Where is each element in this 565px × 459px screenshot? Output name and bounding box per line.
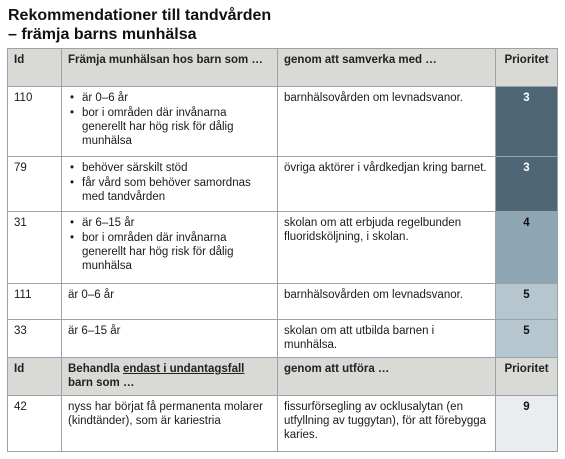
- header-who-suffix: barn som …: [68, 377, 135, 389]
- list-item: • är 0–6 år: [68, 91, 271, 105]
- table-header-row: [8, 358, 558, 396]
- row-who: är 6–15 år: [62, 320, 278, 358]
- row-id: 33: [8, 320, 62, 358]
- title-line-1: Rekommendationer till tandvården: [8, 7, 272, 24]
- row-who: nyss har börjat få permanenta molarer (kindtänder), som är kariestria: [62, 396, 278, 452]
- priority-badge: 5: [496, 320, 558, 358]
- row-id: 42: [8, 396, 62, 452]
- row-id: 31: [8, 212, 62, 284]
- table-row: [8, 157, 558, 212]
- list-item: • bor i områden där invånarna generellt har hög risk för dålig munhälsa: [68, 106, 271, 148]
- table-row: [8, 396, 558, 452]
- table-header-row: [8, 49, 558, 87]
- table-row: [8, 320, 558, 358]
- header-who: [62, 358, 278, 396]
- row-who: [62, 212, 278, 284]
- table-row: [8, 87, 558, 157]
- row-how: fissurförsegling av ocklusalytan (en utfyllning av tuggytan), för att förebygga karies.: [278, 396, 496, 452]
- priority-badge: 9: [496, 396, 558, 452]
- list-item: • är 6–15 år: [68, 216, 271, 230]
- header-how: genom att samverka med …: [278, 49, 496, 87]
- table-row: [8, 284, 558, 320]
- row-who: [62, 87, 278, 157]
- priority-badge: 4: [496, 212, 558, 284]
- priority-badge: 3: [496, 87, 558, 157]
- title-line-2: – främja barns munhälsa: [8, 26, 197, 43]
- priority-badge: 3: [496, 157, 558, 212]
- header-priority: Prioritet: [496, 358, 558, 396]
- row-how: barnhälsovården om levnadsvanor.: [278, 284, 496, 320]
- list-item: • behöver särskilt stöd: [68, 161, 271, 175]
- row-who: [62, 157, 278, 212]
- document-title: [8, 6, 548, 44]
- header-who: Främja munhälsan hos barn som …: [62, 49, 278, 87]
- header-id: Id: [8, 358, 62, 396]
- header-who-underlined: endast i undantagsfall: [122, 363, 245, 375]
- header-id: Id: [8, 49, 62, 87]
- recommendations-table: [7, 48, 558, 452]
- row-id: 111: [8, 284, 62, 320]
- row-who: är 0–6 år: [62, 284, 278, 320]
- header-who-prefix: Behandla: [68, 363, 123, 375]
- table-row: [8, 212, 558, 284]
- priority-badge: 5: [496, 284, 558, 320]
- row-id: 110: [8, 87, 62, 157]
- list-item: • får vård som behöver samordnas med tandvården: [68, 176, 271, 204]
- row-id: 79: [8, 157, 62, 212]
- list-item: • bor i områden där invånarna generellt har hög risk för dålig munhälsa: [68, 231, 271, 273]
- row-how: barnhälsovården om levnadsvanor.: [278, 87, 496, 157]
- row-how: övriga aktörer i vårdkedjan kring barnet.: [278, 157, 496, 212]
- header-how: genom att utföra …: [278, 358, 496, 396]
- row-how: skolan om att utbilda barnen i munhälsa.: [278, 320, 496, 358]
- row-how: skolan om att erbjuda regelbunden fluoridsköljning, i skolan.: [278, 212, 496, 284]
- header-priority: Prioritet: [496, 49, 558, 87]
